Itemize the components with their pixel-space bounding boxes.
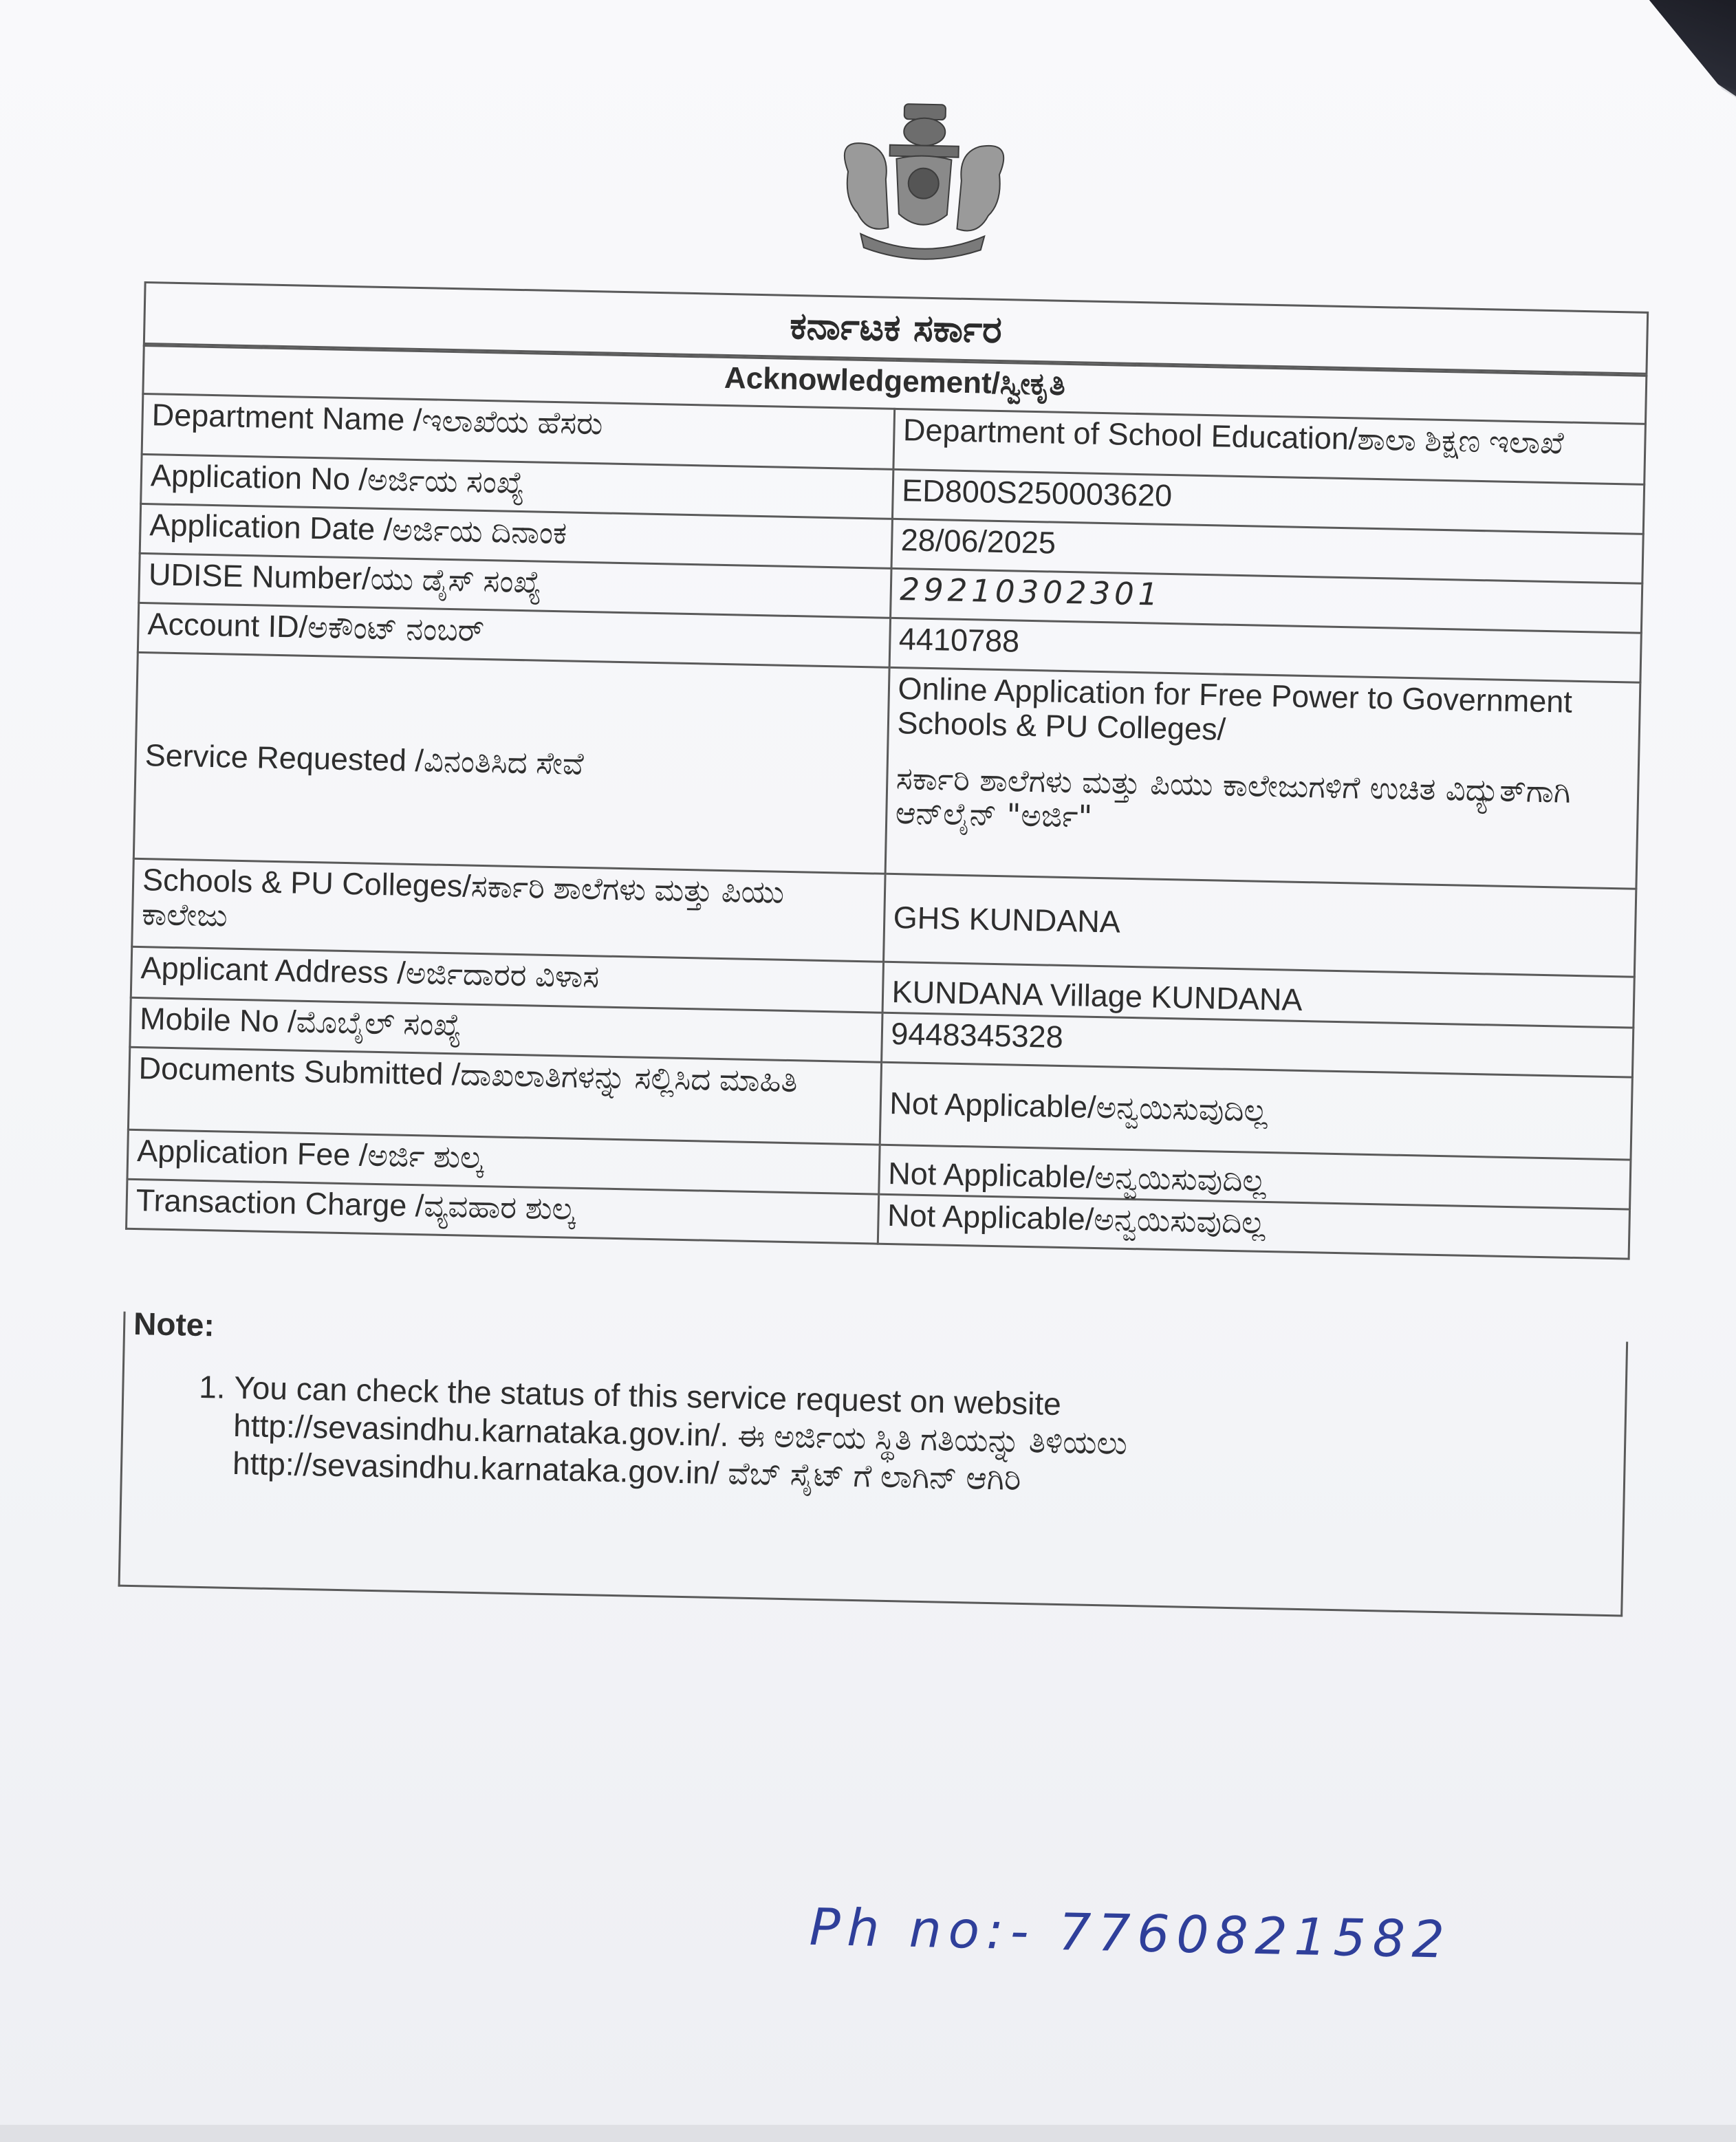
note-item-status-website: 1. You can check the status of this service request on website http://sevasindhu.karnataka.gov.in/. ಈ ಅರ್ಜಿಯ ಸ್ಥಿತಿ ಗತಿಯನ್ನು ತಿಳಿಯಲು http://sevasindhu.karnataka.gov.in/ ವೆಬ್ ಸೈಟ್ ಗೆ ಲಾಗಿನ್ ಆಗಿರಿ [232, 1369, 1473, 1508]
acknowledgement-heading: Acknowledgement/ಸ್ವೀಕೃತಿ [143, 345, 1647, 424]
acknowledgement-table [125, 345, 1647, 1260]
note-title: Note: [133, 1305, 215, 1343]
row-value-school: GHS KUNDANA [883, 874, 1636, 977]
service-text-kn: ಸರ್ಕಾರಿ ಶಾಲೆಗಳು ಮತ್ತು ಪಿಯು ಕಾಲೇಜುಗಳಿಗೆ ಉಚಿತ ವಿದ್ಯುತ್‌ಗಾಗಿ ಆನ್‌ಲೈನ್ "ಅರ್ಜಿ" [895, 759, 1572, 835]
row-value-address: KUNDANA Village KUNDANA [882, 962, 1635, 1028]
table-row [133, 652, 1640, 889]
row-value-service [885, 667, 1640, 889]
row-value-transaction-charge: Not Applicable/ಅನ್ವಯಿಸುವುದಿಲ್ಲ [878, 1194, 1630, 1259]
row-value-udise-handwritten: 29210302301 [890, 568, 1642, 633]
row-value-documents: Not Applicable/ಅನ್ವಯಿಸುವುದಿಲ್ಲ [880, 1062, 1633, 1160]
row-label-udise: UDISE Number/ಯು ಡೈಸ್ ಸಂಖ್ಯೆ [139, 553, 891, 618]
row-label-application-fee: Application Fee /ಅರ್ಜಿ ಶುಲ್ಕ [127, 1129, 880, 1194]
row-value-mobile: 9448345328 [881, 1013, 1634, 1077]
row-label-mobile: Mobile No /ಮೊಬೈಲ್ ಸಂಖ್ಯೆ [130, 997, 882, 1062]
row-label-transaction-charge: Transaction Charge /ವ್ಯವಹಾರ ಶುಲ್ಕ [127, 1179, 879, 1244]
note-list [171, 1367, 1473, 1507]
note-section [118, 1305, 1629, 1617]
row-label-service: Service Requested /ವಿನಂತಿಸಿದ ಸೇವೆ [133, 652, 889, 874]
row-label-documents: Documents Submitted /ದಾಖಲಾತಿಗಳನ್ನು ಸಲ್ಲಿಸಿದ ಮಾಹಿತಿ [128, 1047, 881, 1145]
row-value-account-id: 4410788 [889, 618, 1642, 682]
row-value-application-date: 28/06/2025 [891, 519, 1644, 583]
state-emblem-icon [818, 96, 1028, 272]
row-label-school: Schools & PU Colleges/ಸರ್ಕಾರಿ ಶಾಲೆಗಳು ಮತ್ತು ಪಿಯು ಕಾಲೇಜು [132, 858, 885, 962]
handwritten-phone-note: Ph no:- 7760821582 [808, 1897, 1452, 1970]
row-label-account-id: Account ID/ಅಕೌಂಟ್ ನಂಬರ್ [138, 603, 890, 667]
row-label-department: Department Name /ಇಲಾಖೆಯ ಹೆಸರು [142, 393, 894, 469]
row-label-application-no: Application No /ಅರ್ಜಿಯ ಸಂಖ್ಯೆ [141, 454, 893, 519]
row-value-department: Department of School Education/ಶಾಲಾ ಶಿಕ್ಷಣ ಇಲಾಖೆ [893, 409, 1645, 484]
document-title: ಕರ್ನಾಟಕ ಸರ್ಕಾರ [789, 303, 1003, 352]
row-label-address: Applicant Address /ಅರ್ಜಿದಾರರ ವಿಳಾಸ [131, 946, 883, 1013]
row-label-application-date: Application Date /ಅರ್ಜಿಯ ದಿನಾಂಕ [140, 504, 892, 568]
row-value-application-no: ED800S250003620 [892, 469, 1645, 534]
row-value-application-fee: Not Applicable/ಅನ್ವಯಿಸುವುದಿಲ್ಲ [878, 1145, 1631, 1209]
service-text-en: Online Application for Free Power to Government Schools & PU Colleges/ [896, 671, 1573, 748]
